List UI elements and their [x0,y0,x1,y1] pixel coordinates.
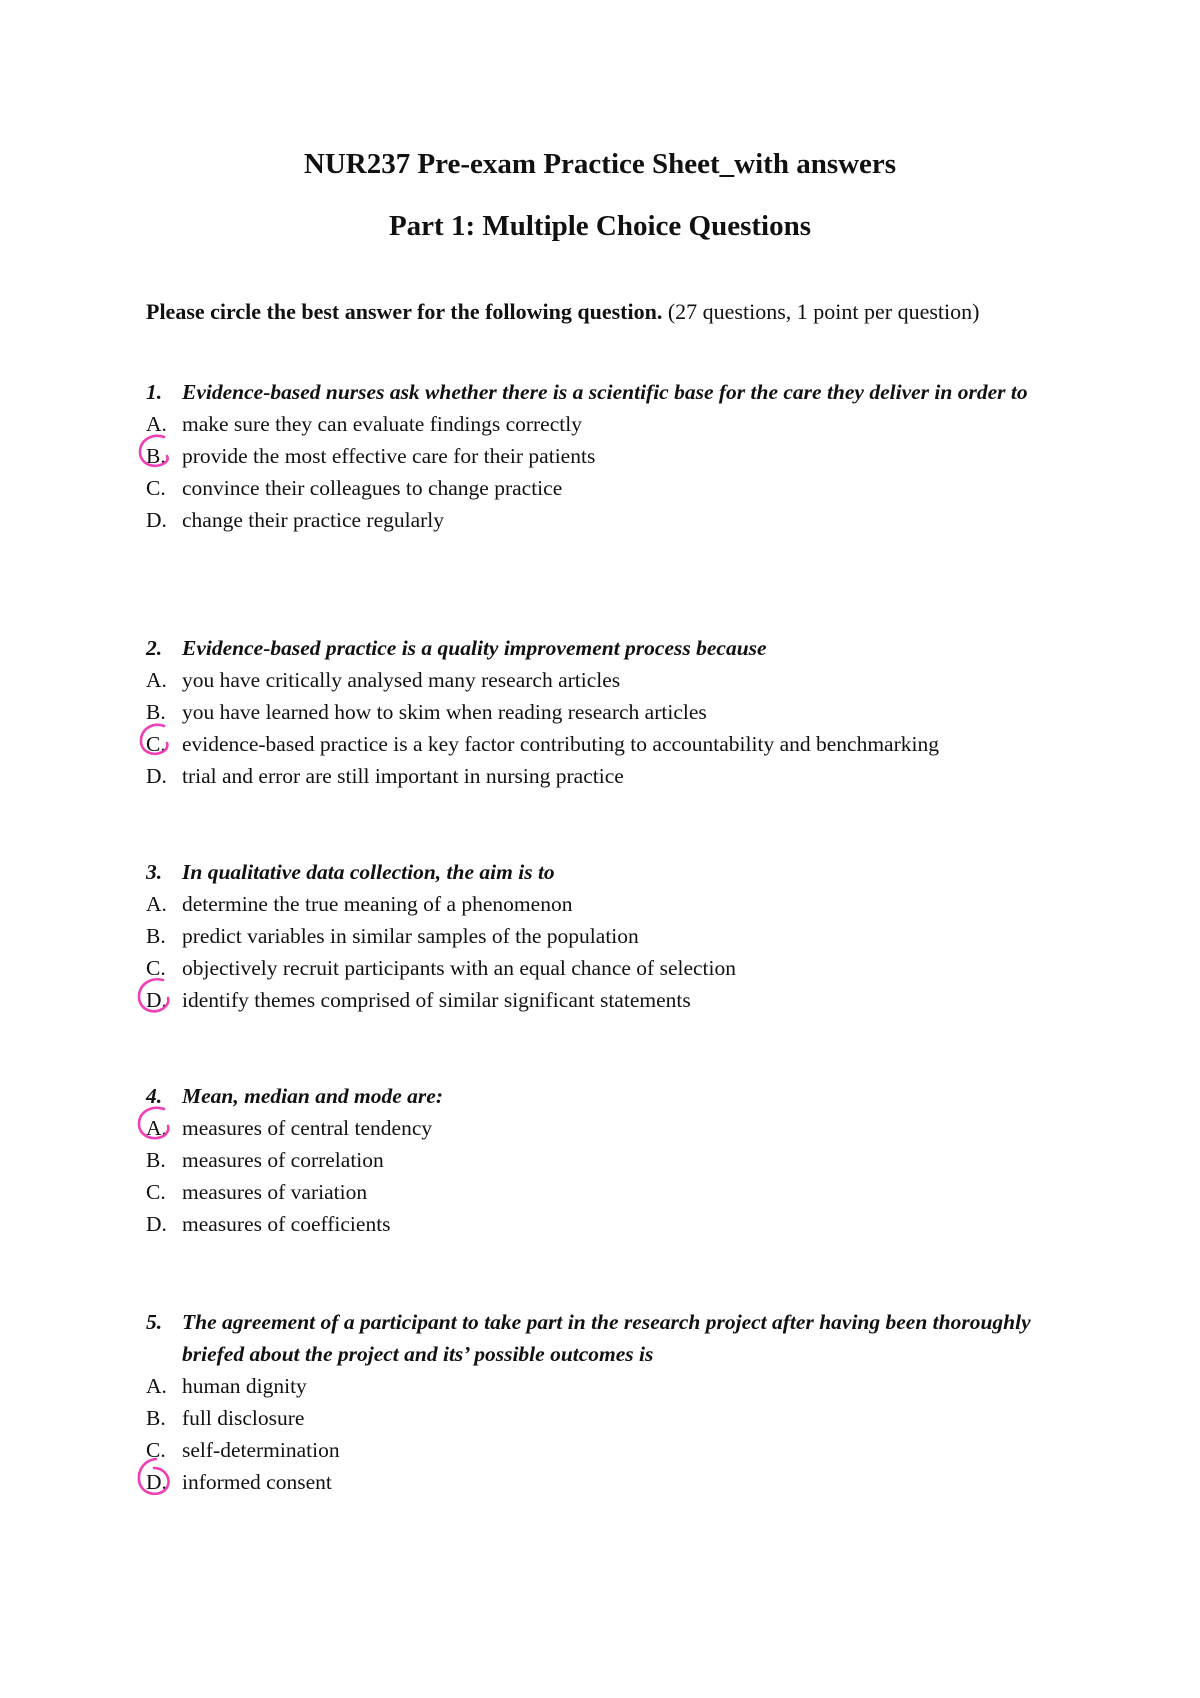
option-letter: A. [146,412,167,436]
question-text: Evidence-based practice is a quality improvement process because [182,636,767,660]
option-text: measures of correlation [182,1148,384,1172]
option-text: provide the most effective care for their patients [182,444,596,468]
option-c[interactable] [146,952,1076,984]
option-a[interactable] [146,664,1076,696]
option-c[interactable] [146,472,1076,504]
option-text: predict variables in similar samples of the population [182,924,639,948]
question-1 [146,376,1076,536]
question-2 [146,632,1076,792]
option-d[interactable] [146,1466,1076,1498]
question-text: Mean, median and mode are: [182,1084,443,1108]
option-b[interactable] [146,920,1076,952]
option-text: evidence-based practice is a key factor contributing to accountability and benchmarking [182,732,939,756]
option-list [146,408,1076,536]
option-text: trial and error are still important in nursing practice [182,764,624,788]
option-letter: A. [146,1374,167,1398]
question-number: 2. [146,636,163,660]
document-title: NUR237 Pre-exam Practice Sheet_with answers [303,148,897,180]
option-d[interactable] [146,504,1076,536]
option-letter: A. [146,1116,167,1140]
question-stem [146,632,1076,664]
question-4 [146,1080,1076,1240]
option-letter: D. [146,1212,167,1236]
question-stem [146,1306,1076,1370]
option-list [146,664,1076,792]
question-5 [146,1306,1076,1498]
option-text: measures of coefficients [182,1212,391,1236]
question-stem [146,1080,1076,1112]
option-b[interactable] [146,440,1076,472]
option-text: determine the true meaning of a phenomenon [182,892,573,916]
option-text: make sure they can evaluate findings correctly [182,412,582,436]
option-letter: D. [146,988,167,1012]
option-letter: C. [146,476,166,500]
option-text: self-determination [182,1438,340,1462]
option-letter: B. [146,444,166,468]
option-a[interactable] [146,888,1076,920]
question-3 [146,856,1076,1016]
option-c[interactable] [146,1176,1076,1208]
option-c[interactable] [146,1434,1076,1466]
part-heading: Part 1: Multiple Choice Questions [388,210,812,242]
option-d[interactable] [146,984,1076,1016]
question-text: The agreement of a participant to take part in the research project after having been thoroughly briefed about the project and its’ possible outcomes is [182,1310,1031,1366]
option-letter: C. [146,1438,166,1462]
option-letter: A. [146,892,167,916]
option-c[interactable] [146,728,1076,760]
option-letter: C. [146,1180,166,1204]
option-b[interactable] [146,696,1076,728]
option-letter: B. [146,924,166,948]
question-text: Evidence-based nurses ask whether there is a scientific base for the care they deliver in order to [182,380,1028,404]
option-letter: B. [146,1406,166,1430]
question-number: 1. [146,380,163,404]
option-text: measures of variation [182,1180,368,1204]
option-letter: D. [146,508,167,532]
option-letter: B. [146,700,166,724]
option-b[interactable] [146,1144,1076,1176]
question-stem [146,856,1076,888]
question-number: 3. [146,860,163,884]
option-letter: B. [146,1148,166,1172]
option-list [146,1370,1076,1498]
option-text: measures of central tendency [182,1116,433,1140]
option-text: you have learned how to skim when reading research articles [182,700,707,724]
question-number: 4. [146,1084,163,1108]
question-text: In qualitative data collection, the aim is to [182,860,555,884]
option-text: you have critically analysed many research articles [182,668,621,692]
instructions-bold: Please circle the best answer for the following question. [146,299,663,324]
option-letter: D. [146,764,167,788]
question-stem [146,376,1076,408]
option-d[interactable] [146,760,1076,792]
option-list [146,888,1076,1016]
instructions [146,297,1016,326]
option-letter: D. [146,1470,167,1494]
option-b[interactable] [146,1402,1076,1434]
option-list [146,1112,1076,1240]
option-text: informed consent [182,1470,332,1494]
option-letter: C. [146,956,166,980]
option-text: human dignity [182,1374,307,1398]
instructions-detail: (27 questions, 1 point per question) [662,299,980,324]
option-text: change their practice regularly [182,508,445,532]
option-letter: A. [146,668,167,692]
option-a[interactable] [146,1370,1076,1402]
option-text: full disclosure [182,1406,305,1430]
option-text: identify themes comprised of similar significant statements [182,988,691,1012]
question-number: 5. [146,1310,163,1334]
option-letter: C. [146,732,166,756]
option-a[interactable] [146,1112,1076,1144]
option-text: convince their colleagues to change practice [182,476,563,500]
option-text: objectively recruit participants with an equal chance of selection [182,956,736,980]
option-a[interactable] [146,408,1076,440]
option-d[interactable] [146,1208,1076,1240]
